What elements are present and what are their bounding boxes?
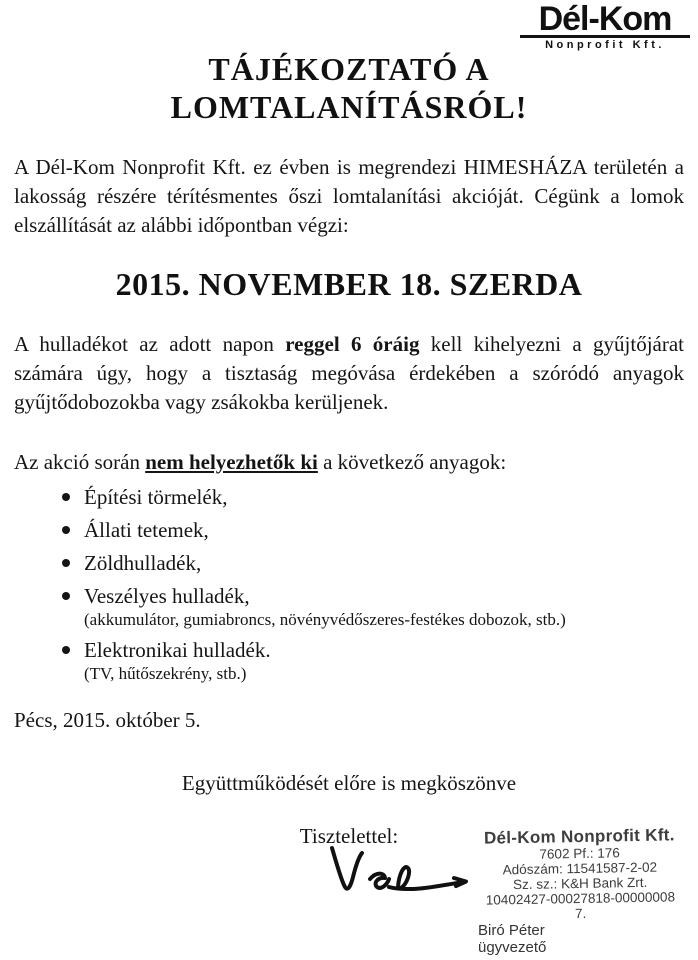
rules-text-after: kell kihelyezni a gyűjtőjárat számára úgy, hogy a tisztaság megóvása érdekében a szóródó anyagok gyűjtődobozokba vagy zsákokba kerüljenek.: [14, 332, 685, 414]
excluded-items-list: [14, 484, 684, 684]
list-item-note: (TV, hűtőszekrény, stb.): [84, 664, 247, 683]
stamp-pobox: 7602 Pf.: 176: [539, 845, 620, 862]
stamp-tax-number: Adószám: 11541587-2-02: [502, 859, 658, 878]
handwritten-signature: [316, 842, 476, 904]
company-logo-name: Dél-Kom: [520, 4, 690, 38]
company-logo: [520, 0, 690, 51]
bullet-icon: [62, 646, 70, 654]
intro-paragraph: A Dél-Kom Nonprofit Kft. ez évben is megrendezi HIMESHÁZA területén a lakosság részére térítésmentes őszi lomtalanítási akcióját. Cégünk a lomok elszállítását az alábbi időpontban végzi:: [14, 155, 684, 237]
list-item: [14, 484, 684, 510]
page-title-line2: LOMTALANÍTÁSRÓL!: [170, 89, 528, 125]
thanks-line: Együttműködését előre is megköszönve: [181, 771, 517, 795]
collection-date-heading: 2015. NOVEMBER 18. SZERDA: [115, 266, 583, 302]
list-item-text: Veszélyes hulladék,: [84, 584, 250, 608]
closing-line: Tisztelettel:: [299, 824, 399, 848]
list-intro-before: Az akció során: [14, 450, 146, 474]
signature-area: [0, 826, 698, 960]
excluded-list-intro: [14, 448, 684, 477]
list-item: [14, 637, 684, 684]
rules-text-before: A hulladékot az adott napon: [14, 332, 286, 356]
list-item-text: Állati tetemek,: [84, 518, 209, 542]
list-item-text: Építési törmelék,: [84, 485, 228, 509]
stamp-account-wrap: 7.: [574, 905, 587, 922]
list-intro-after: a következő anyagok:: [317, 450, 507, 474]
list-item-text: Elektronikai hulladék.: [84, 638, 271, 662]
list-item: [14, 517, 684, 543]
company-logo-subtitle: Nonprofit Kft.: [545, 39, 665, 51]
stamp-bank: Sz. sz.: K&H Bank Zrt.: [512, 874, 648, 893]
bullet-icon: [62, 526, 70, 534]
signatory-title: ügyvezető: [478, 939, 547, 956]
bullet-icon: [62, 559, 70, 567]
list-item: [14, 550, 684, 576]
list-item: [14, 583, 684, 630]
bullet-icon: [62, 493, 70, 501]
bullet-icon: [62, 592, 70, 600]
page-title-line1: TÁJÉKOZTATÓ A: [208, 51, 490, 87]
signatory-block: [478, 922, 546, 956]
signatory-name: Biró Péter: [478, 922, 545, 939]
company-stamp: [465, 826, 695, 923]
list-item-note: (akkumulátor, gumiabroncs, növényvédőszeres-festékes dobozok, stb.): [84, 610, 566, 629]
list-intro-emphasis: nem helyezhetők ki: [145, 450, 318, 474]
rules-paragraph: [14, 330, 684, 417]
page-title: [20, 50, 678, 126]
list-item-text: Zöldhulladék,: [84, 551, 202, 575]
place-dateline: Pécs, 2015. október 5.: [14, 708, 201, 732]
stamp-account-number: 10402427-00027818-00000008: [485, 889, 676, 908]
stamp-company-name: Dél-Kom Nonprofit Kft.: [483, 825, 675, 848]
rules-bold-phrase: reggel 6 óráig: [285, 332, 420, 356]
